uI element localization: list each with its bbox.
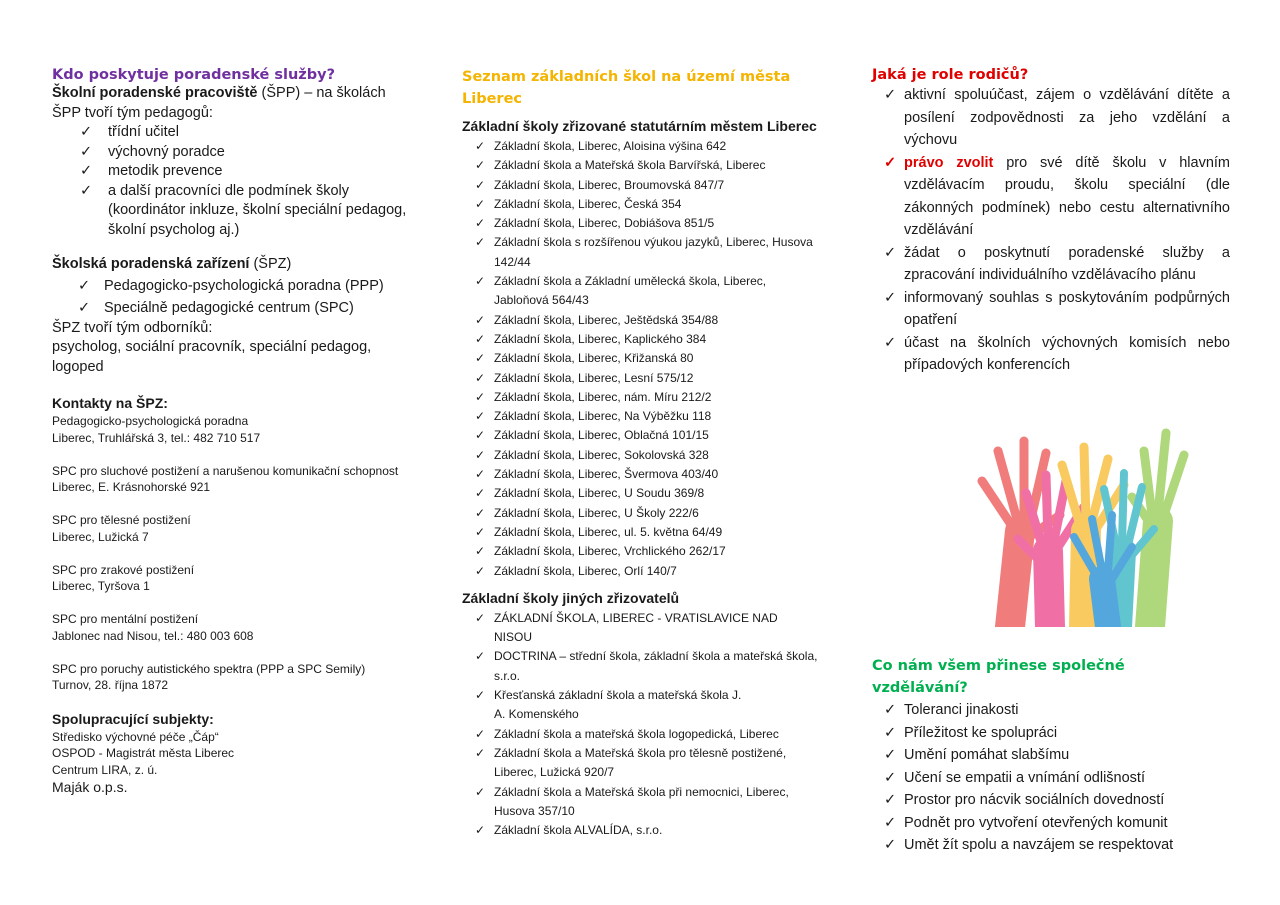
- check-icon: ✓: [884, 724, 897, 741]
- list-item: ✓ Základní škola, Liberec, Na Výběžku 118: [462, 407, 818, 426]
- subheading-city-schools: Základní školy zřizované statutárním městem Liberec: [462, 118, 817, 134]
- check-icon: ✓: [475, 389, 486, 404]
- list-item: ✓ Základní škola a Mateřská škola Barvířská, Liberec: [462, 156, 818, 175]
- contact-entry: SPC pro tělesné postižení Liberec, Lužická 7: [52, 513, 191, 544]
- list-item: ✓ Základní škola, Liberec, U Soudu 369/8: [462, 484, 818, 503]
- heading-benefits: Co nám všem přinese společné vzdělávání?: [872, 658, 1125, 696]
- list-item: ✓ Základní škola s rozšířenou výukou jazyků, Liberec, Husova 142/44: [475, 235, 813, 269]
- check-icon: ✓: [475, 274, 486, 289]
- check-icon: ✓: [475, 563, 486, 578]
- list-item: ✓ právo zvolit pro své dítě školu v hlavním vzdělávacím proudu, školu speciální (dle zákonných podmínek) nebo cestu alternativního vzdělávání: [872, 152, 1230, 242]
- list-item: ✓ Základní škola a Mateřská škola pro tělesně postižené, Liberec, Lužická 920/7: [475, 745, 787, 780]
- list-item: ✓ Základní škola a Základní umělecká škola, Liberec, Jabloňová 564/43: [475, 274, 767, 308]
- partner-item: Centrum LIRA, z. ú.: [52, 762, 158, 777]
- partner-item: Středisko výchovné péče „Čáp“: [52, 729, 219, 744]
- list-item: ✓ Základní škola, Liberec, U Školy 222/6: [462, 504, 818, 523]
- list-item: ✓ Základní škola, Liberec, Kaplického 384: [462, 330, 818, 349]
- column-counseling: [52, 66, 422, 796]
- spz-rest: (ŠPZ): [249, 256, 292, 272]
- check-icon: ✓: [475, 486, 486, 501]
- list-item: ✓ účast na školních výchovných komisích nebo případových konferencích: [872, 332, 1230, 377]
- contact-entry: SPC pro zrakové postižení Liberec, Tyršova 1: [52, 562, 195, 593]
- list-item: ✓ Základní škola, Liberec, Aloisina výšina 642: [462, 137, 818, 156]
- list-item: ✓ aktivní spoluúčast, zájem o vzdělávání dítěte a posílení zodpovědnosti za jeho vzdělání a výchovu: [872, 84, 1230, 152]
- check-icon: ✓: [884, 747, 897, 763]
- list-item: ✓ informovaný souhlas s poskytováním podpůrných opatření: [872, 287, 1230, 332]
- list-item: ✓ žádat o poskytnutí poradenské služby a zpracování individuálního vzdělávacího plánu: [872, 242, 1230, 287]
- check-icon: ✓: [475, 447, 486, 462]
- check-icon: ✓: [475, 331, 486, 346]
- check-icon: ✓: [475, 610, 486, 625]
- check-icon: ✓: [475, 467, 486, 482]
- spz-title: Školská poradenská zařízení: [52, 256, 250, 272]
- list-item: ✓ Učení se empatii a vnímání odlišností: [872, 767, 1230, 790]
- raised-hands-illustration: [962, 411, 1194, 627]
- contact-entry: SPC pro poruchy autistického spektra (PPP a SPC Semily) Turnov, 28. října 1872: [52, 661, 366, 692]
- list-item: ✓ Toleranci jinakosti: [872, 699, 1230, 722]
- list-item: ✓ výchovný poradce: [52, 143, 422, 163]
- partner-item: Maják o.p.s.: [52, 779, 128, 795]
- check-icon: ✓: [884, 244, 897, 261]
- list-item: ✓ Základní škola, Liberec, Švermova 403/40: [462, 465, 818, 484]
- check-icon: ✓: [475, 544, 486, 559]
- contact-entry: SPC pro sluchové postižení a narušenou komunikační schopnost Liberec, E. Krásnohorské 921: [52, 463, 399, 494]
- check-icon: ✓: [475, 139, 486, 153]
- check-icon: ✓: [884, 87, 897, 103]
- list-item: ✓ Prostor pro nácvik sociálních dovedností: [872, 789, 1230, 812]
- check-icon: ✓: [884, 792, 897, 808]
- list-item: ✓ Umět žít spolu a navzájem se respektovat: [872, 834, 1230, 857]
- contact-entry: SPC pro mentální postižení Jablonec nad Nisou, tel.: 480 003 608: [52, 612, 254, 643]
- check-icon: ✓: [475, 649, 486, 664]
- check-icon: ✓: [884, 334, 897, 351]
- list-item: ✓ třídní učitel: [52, 123, 422, 143]
- check-icon: ✓: [884, 154, 897, 171]
- check-icon: ✓: [475, 823, 486, 838]
- benefits-section: [872, 655, 1230, 857]
- list-item: ✓ Pedagogicko-psychologická poradna (PPP): [52, 275, 422, 297]
- list-item: ✓ Základní škola, Liberec, Sokolovská 328: [462, 446, 818, 465]
- check-icon: ✓: [884, 814, 897, 831]
- list-item: ✓ Podnět pro vytvoření otevřených komunit: [872, 812, 1230, 835]
- spz-team: ŠPZ tvoří tým odborníků:: [52, 319, 213, 336]
- heading-who-provides: Kdo poskytuje poradenské služby?: [52, 67, 335, 83]
- check-icon: ✓: [80, 124, 93, 140]
- list-item: ✓ a další pracovníci dle podmínek školy (koordinátor inkluze, školní speciální pedagog, školní psycholog aj.): [80, 182, 407, 238]
- partners-title: Spolupracující subjekty:: [52, 710, 214, 727]
- list-item: ✓ Základní škola a mateřská škola logopedická, Liberec: [462, 725, 818, 744]
- check-icon: ✓: [475, 312, 486, 327]
- check-icon: ✓: [884, 769, 897, 786]
- list-item: ✓ Umění pomáhat slabšímu: [872, 744, 1230, 767]
- check-icon: ✓: [78, 299, 91, 316]
- list-item: ✓ Základní škola, Liberec, Česká 354: [462, 195, 818, 214]
- check-icon: ✓: [80, 182, 93, 199]
- list-item: ✓ Základní škola, Liberec, Vrchlického 262/17: [462, 542, 818, 561]
- parents-role-list: [872, 84, 1230, 377]
- list-item: ✓ Základní škola, Liberec, Lesní 575/12: [462, 369, 818, 388]
- list-item: ✓ Základní škola, Liberec, Dobiášova 851/5: [462, 214, 818, 233]
- contact-entry: Pedagogicko-psychologická poradna Liberec, Truhlářská 3, tel.: 482 710 517: [52, 414, 261, 445]
- list-item: ✓ Základní škola, Liberec, Broumovská 847/7: [462, 176, 818, 195]
- check-icon: ✓: [884, 702, 897, 718]
- list-item: ✓ Základní škola ALVALÍDA, s.r.o.: [462, 821, 818, 840]
- check-icon: ✓: [80, 143, 93, 160]
- spz-line: [52, 255, 422, 275]
- check-icon: ✓: [475, 745, 486, 760]
- list-item: ✓ Základní škola, Liberec, nám. Míru 212/2: [462, 388, 818, 407]
- spp-line: [52, 84, 422, 104]
- heading-parents-role: Jaká je role rodičů?: [872, 67, 1029, 83]
- partner-item: OSPOD - Magistrát města Liberec: [52, 746, 235, 760]
- check-icon: ✓: [884, 837, 897, 853]
- list-item: ✓ Základní škola, Liberec, Orlí 140/7: [462, 562, 818, 581]
- spz-list: [52, 275, 422, 319]
- check-icon: ✓: [475, 784, 486, 799]
- list-item: ✓ Základní škola, Liberec, Oblačná 101/15: [462, 426, 818, 445]
- check-icon: ✓: [475, 177, 486, 192]
- subheading-other-schools: Základní školy jiných zřizovatelů: [462, 589, 680, 606]
- list-item: ✓ Základní škola a Mateřská škola při nemocnici, Liberec, Husova 357/10: [475, 784, 789, 818]
- spp-title: Školní poradenské pracoviště: [52, 85, 258, 101]
- list-item: ✓ Speciálně pedagogické centrum (SPC): [52, 297, 422, 319]
- list-item: ✓ ZÁKLADNÍ ŠKOLA, LIBEREC - VRATISLAVICE NAD NISOU: [475, 610, 778, 645]
- contacts-title: Kontakty na ŠPZ:: [52, 395, 168, 411]
- heading-school-list: Seznam základních škol na území města Liberec: [462, 69, 791, 107]
- spp-team: ŠPP tvoří tým pedagogů:: [52, 104, 213, 121]
- list-item: ✓ metodik prevence: [52, 162, 422, 182]
- list-item: ✓ Základní škola, Liberec, Křižanská 80: [462, 349, 818, 368]
- column-parents: [872, 66, 1231, 853]
- check-icon: ✓: [475, 505, 486, 520]
- check-icon: ✓: [475, 216, 486, 231]
- list-item: ✓ Základní škola, Liberec, ul. 5. května 64/49: [462, 523, 818, 542]
- check-icon: ✓: [475, 726, 486, 741]
- list-item: ✓ Příležitost ke spolupráci: [872, 722, 1230, 745]
- check-icon: ✓: [475, 370, 486, 385]
- spz-members: psycholog, sociální pracovník, speciální pedagog, logoped: [52, 339, 372, 375]
- spp-rest: (ŠPP) – na školách: [257, 85, 386, 101]
- list-item: ✓ DOCTRINA – střední škola, základní škola a mateřská škola, s.r.o.: [475, 649, 818, 683]
- check-icon: ✓: [475, 235, 486, 250]
- spp-list: [52, 123, 422, 240]
- right-to-choose: právo zvolit: [904, 154, 994, 171]
- hands-icon: [962, 411, 1194, 627]
- check-icon: ✓: [80, 163, 93, 179]
- list-item: ✓ Základní škola, Liberec, Ještědská 354/88: [462, 311, 818, 330]
- check-icon: ✓: [475, 524, 486, 539]
- check-icon: ✓: [475, 428, 486, 443]
- check-icon: ✓: [884, 289, 897, 306]
- check-icon: ✓: [78, 277, 91, 294]
- check-icon: ✓: [475, 409, 486, 424]
- other-schools-list: [462, 609, 818, 841]
- list-item: ✓ Křesťanská základní škola a mateřská škola J. A. Komenského: [475, 688, 742, 722]
- check-icon: ✓: [475, 688, 486, 703]
- check-icon: ✓: [475, 158, 486, 173]
- benefits-list: [872, 699, 1230, 857]
- check-icon: ✓: [475, 196, 486, 211]
- city-schools-list: [462, 137, 818, 581]
- check-icon: ✓: [475, 351, 486, 366]
- column-schools: [462, 66, 818, 840]
